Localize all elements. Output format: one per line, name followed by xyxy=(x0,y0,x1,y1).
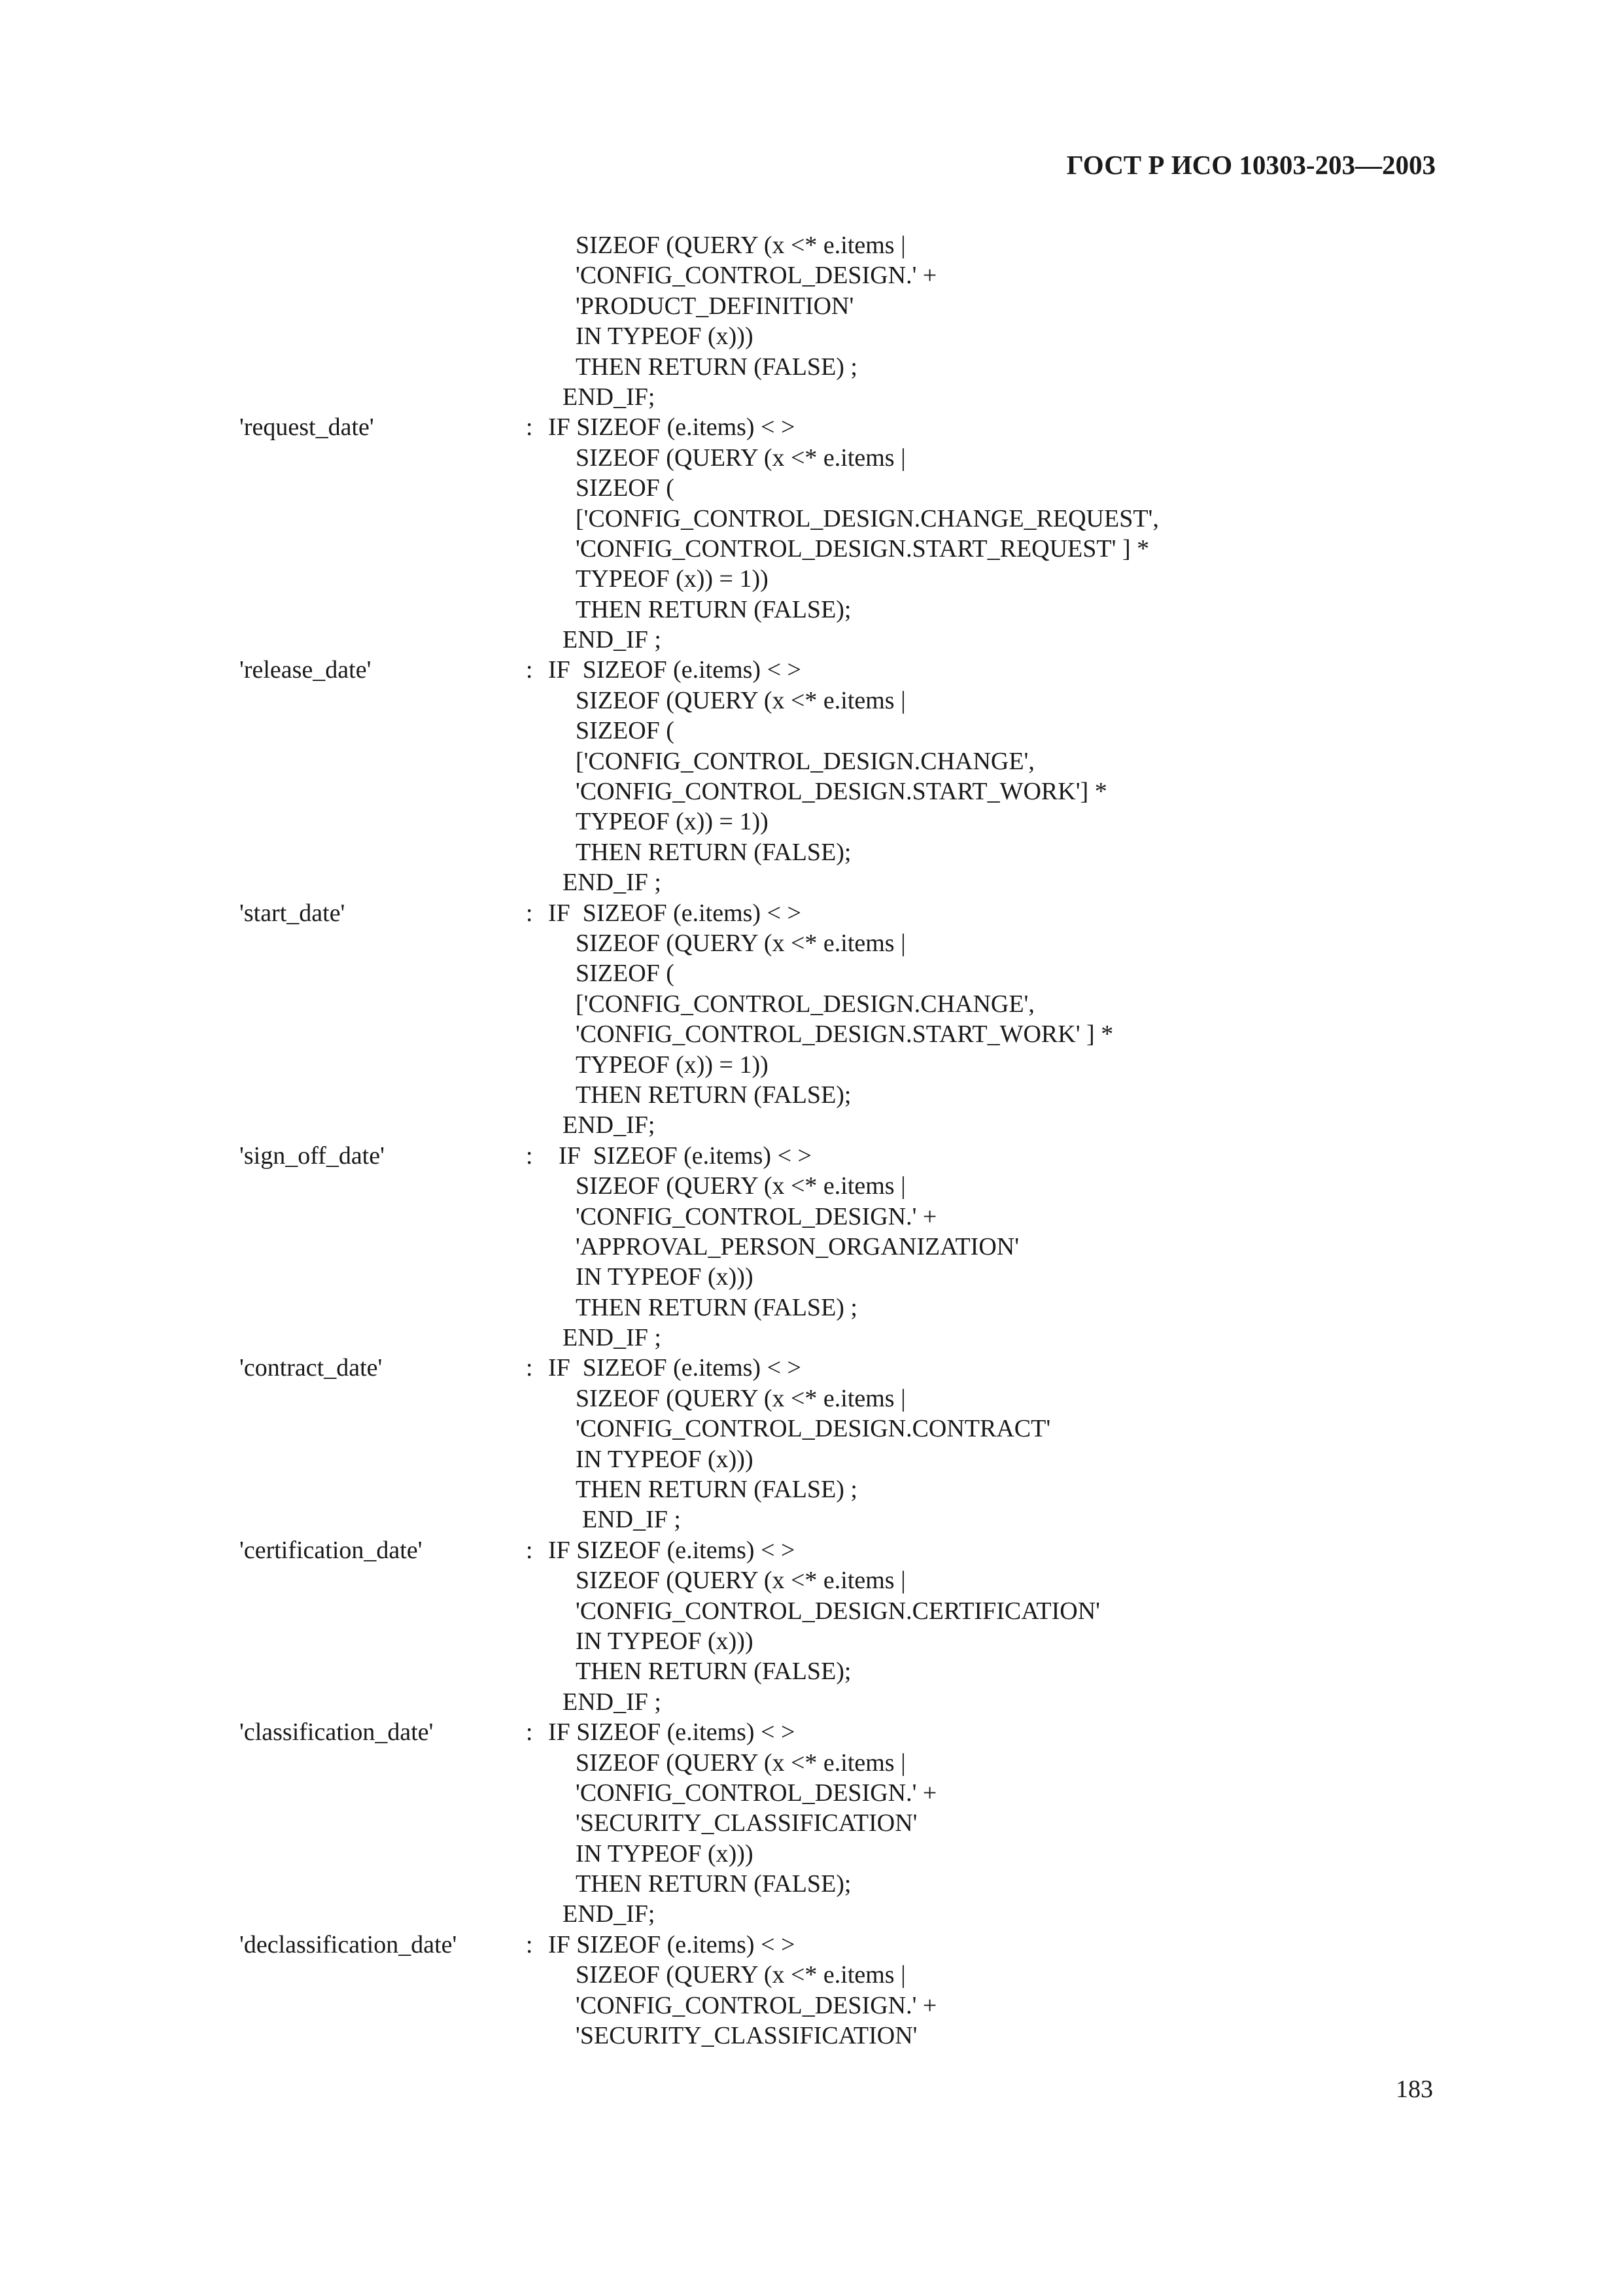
code-text: SIZEOF (QUERY (x <* e.items | xyxy=(576,1748,906,1777)
attribute-name: 'start_date' xyxy=(239,899,345,927)
code-text: THEN RETURN (FALSE); xyxy=(576,1081,852,1109)
code-text: 'CONFIG_CONTROL_DESIGN.CERTIFICATION' xyxy=(576,1597,1101,1625)
code-text: IF SIZEOF (e.items) < > xyxy=(548,1718,795,1747)
code-text: SIZEOF (QUERY (x <* e.items | xyxy=(576,1172,906,1200)
code-line xyxy=(0,230,1624,260)
code-line xyxy=(0,352,1624,382)
code-line xyxy=(0,1596,1624,1626)
code-text: 'CONFIG_CONTROL_DESIGN.' + xyxy=(576,262,937,290)
code-text: IF SIZEOF (e.items) < > xyxy=(548,413,795,442)
code-text: IF SIZEOF (e.items) < > xyxy=(548,1930,795,1958)
code-text: END_IF; xyxy=(562,1900,655,1928)
code-text: END_IF ; xyxy=(562,626,661,654)
code-text: END_IF ; xyxy=(562,1688,661,1716)
code-text: SIZEOF (QUERY (x <* e.items | xyxy=(576,686,906,714)
colon-separator: : xyxy=(526,1536,533,1564)
code-line xyxy=(0,1019,1624,1049)
code-text: IN TYPEOF (x))) xyxy=(576,1627,753,1655)
code-text: SIZEOF (QUERY (x <* e.items | xyxy=(576,444,906,472)
code-line xyxy=(0,1565,1624,1595)
code-text: IN TYPEOF (x))) xyxy=(576,322,753,351)
colon-separator: : xyxy=(526,1718,533,1747)
attribute-entry-line xyxy=(0,1535,1624,1565)
code-line xyxy=(0,1839,1624,1869)
code-line xyxy=(0,2021,1624,2051)
code-text: THEN RETURN (FALSE) ; xyxy=(576,1293,857,1321)
code-line xyxy=(0,473,1624,503)
document-header: ГОСТ Р ИСО 10303-203—2003 xyxy=(1066,150,1436,180)
code-text: 'CONFIG_CONTROL_DESIGN.' + xyxy=(576,1779,937,1807)
code-text: 'APPROVAL_PERSON_ORGANIZATION' xyxy=(576,1232,1020,1261)
colon-separator: : xyxy=(526,1354,533,1382)
code-line xyxy=(0,1262,1624,1292)
attribute-name: 'release_date' xyxy=(239,656,371,684)
code-text: THEN RETURN (FALSE); xyxy=(576,1658,852,1686)
code-line xyxy=(0,1323,1624,1353)
code-text: THEN RETURN (FALSE) ; xyxy=(576,1476,857,1504)
code-text: IF SIZEOF (e.items) < > xyxy=(548,656,801,684)
code-text: IN TYPEOF (x))) xyxy=(576,1263,753,1291)
code-line xyxy=(0,1474,1624,1505)
colon-separator: : xyxy=(526,413,533,442)
code-line xyxy=(0,1414,1624,1444)
code-line xyxy=(0,837,1624,867)
colon-separator: : xyxy=(526,656,533,684)
code-text: THEN RETURN (FALSE) ; xyxy=(576,353,857,381)
code-line xyxy=(0,1687,1624,1717)
code-text: TYPEOF (x)) = 1)) xyxy=(576,808,769,836)
code-line xyxy=(0,443,1624,473)
code-line xyxy=(0,686,1624,716)
code-text: END_IF ; xyxy=(562,869,661,897)
code-line xyxy=(0,1202,1624,1232)
code-text: IF SIZEOF (e.items) < > xyxy=(548,899,801,927)
code-line xyxy=(0,1656,1624,1686)
code-text: THEN RETURN (FALSE); xyxy=(576,595,852,623)
attribute-entry-line xyxy=(0,1353,1624,1383)
code-line xyxy=(0,1960,1624,1990)
code-text: THEN RETURN (FALSE); xyxy=(576,838,852,866)
code-text: SIZEOF (QUERY (x <* e.items | xyxy=(576,1961,906,1989)
code-text: 'CONFIG_CONTROL_DESIGN.' + xyxy=(576,1991,937,2019)
code-text: 'SECURITY_CLASSIFICATION' xyxy=(576,2022,918,2050)
code-line xyxy=(0,1110,1624,1140)
code-text: 'CONFIG_CONTROL_DESIGN.START_REQUEST' ] * xyxy=(576,534,1150,563)
code-text: SIZEOF (QUERY (x <* e.items | xyxy=(576,232,906,259)
code-line xyxy=(0,1505,1624,1535)
code-line xyxy=(0,776,1624,807)
code-text: ['CONFIG_CONTROL_DESIGN.CHANGE', xyxy=(576,990,1035,1018)
code-line xyxy=(0,504,1624,534)
colon-separator: : xyxy=(526,1141,533,1170)
attribute-name: 'request_date' xyxy=(239,413,374,442)
code-text: 'CONFIG_CONTROL_DESIGN.START_WORK'] * xyxy=(576,778,1107,806)
code-line xyxy=(0,564,1624,594)
code-line xyxy=(0,1050,1624,1080)
express-code-listing xyxy=(0,230,1624,2051)
attribute-name: 'declassification_date' xyxy=(239,1930,457,1958)
code-line xyxy=(0,1748,1624,1778)
code-line xyxy=(0,989,1624,1019)
code-text: THEN RETURN (FALSE); xyxy=(576,1870,852,1898)
attribute-entry-line xyxy=(0,412,1624,442)
code-line xyxy=(0,1080,1624,1110)
attribute-entry-line xyxy=(0,1141,1624,1171)
attribute-name: 'contract_date' xyxy=(239,1354,383,1382)
code-line xyxy=(0,1626,1624,1656)
code-line xyxy=(0,807,1624,837)
code-line xyxy=(0,716,1624,746)
code-line xyxy=(0,1869,1624,1899)
code-line xyxy=(0,1808,1624,1838)
attribute-entry-line xyxy=(0,655,1624,685)
code-text: 'CONFIG_CONTROL_DESIGN.CONTRACT' xyxy=(576,1415,1051,1443)
code-line xyxy=(0,1232,1624,1262)
colon-separator: : xyxy=(526,899,533,927)
code-text: IF SIZEOF (e.items) < > xyxy=(559,1141,812,1170)
code-text: END_IF; xyxy=(562,1111,655,1139)
code-line xyxy=(0,260,1624,290)
colon-separator: : xyxy=(526,1930,533,1958)
code-text: IN TYPEOF (x))) xyxy=(576,1445,753,1473)
attribute-entry-line xyxy=(0,898,1624,928)
code-line xyxy=(0,958,1624,988)
code-line xyxy=(0,382,1624,412)
code-text: IF SIZEOF (e.items) < > xyxy=(548,1536,795,1564)
code-text: TYPEOF (x)) = 1)) xyxy=(576,1051,769,1079)
code-line xyxy=(0,1171,1624,1201)
code-text: 'SECURITY_CLASSIFICATION' xyxy=(576,1809,918,1837)
code-line xyxy=(0,1383,1624,1414)
code-text: SIZEOF (QUERY (x <* e.items | xyxy=(576,1384,906,1412)
page-number: 183 xyxy=(1396,2076,1433,2103)
code-text: SIZEOF ( xyxy=(576,474,674,502)
code-text: IF SIZEOF (e.items) < > xyxy=(548,1354,801,1382)
code-line xyxy=(0,291,1624,321)
attribute-entry-line xyxy=(0,1930,1624,1960)
attribute-name: 'sign_off_date' xyxy=(239,1141,385,1170)
code-line xyxy=(0,534,1624,564)
code-text: SIZEOF ( xyxy=(576,717,674,745)
code-line xyxy=(0,1991,1624,2021)
code-text: SIZEOF (QUERY (x <* e.items | xyxy=(576,1567,906,1595)
attribute-entry-line xyxy=(0,1717,1624,1747)
code-line xyxy=(0,1293,1624,1323)
code-text: ['CONFIG_CONTROL_DESIGN.CHANGE', xyxy=(576,747,1035,775)
code-line xyxy=(0,746,1624,776)
code-line xyxy=(0,595,1624,625)
code-line xyxy=(0,1444,1624,1474)
code-line xyxy=(0,321,1624,351)
code-text: END_IF ; xyxy=(562,1324,661,1352)
code-text: TYPEOF (x)) = 1)) xyxy=(576,565,769,593)
code-line xyxy=(0,867,1624,897)
code-text: 'CONFIG_CONTROL_DESIGN.START_WORK' ] * xyxy=(576,1020,1114,1049)
code-text: 'PRODUCT_DEFINITION' xyxy=(576,292,854,320)
code-line xyxy=(0,625,1624,655)
attribute-name: 'certification_date' xyxy=(239,1536,423,1564)
code-line xyxy=(0,1778,1624,1808)
attribute-name: 'classification_date' xyxy=(239,1718,434,1747)
code-text: END_IF ; xyxy=(582,1506,681,1534)
code-text: IN TYPEOF (x))) xyxy=(576,1839,753,1868)
code-line xyxy=(0,1899,1624,1929)
code-text: SIZEOF ( xyxy=(576,960,674,988)
code-text: SIZEOF (QUERY (x <* e.items | xyxy=(576,929,906,957)
code-text: ['CONFIG_CONTROL_DESIGN.CHANGE_REQUEST', xyxy=(576,504,1159,532)
code-text: 'CONFIG_CONTROL_DESIGN.' + xyxy=(576,1202,937,1230)
code-text: END_IF; xyxy=(562,383,655,411)
code-line xyxy=(0,928,1624,958)
